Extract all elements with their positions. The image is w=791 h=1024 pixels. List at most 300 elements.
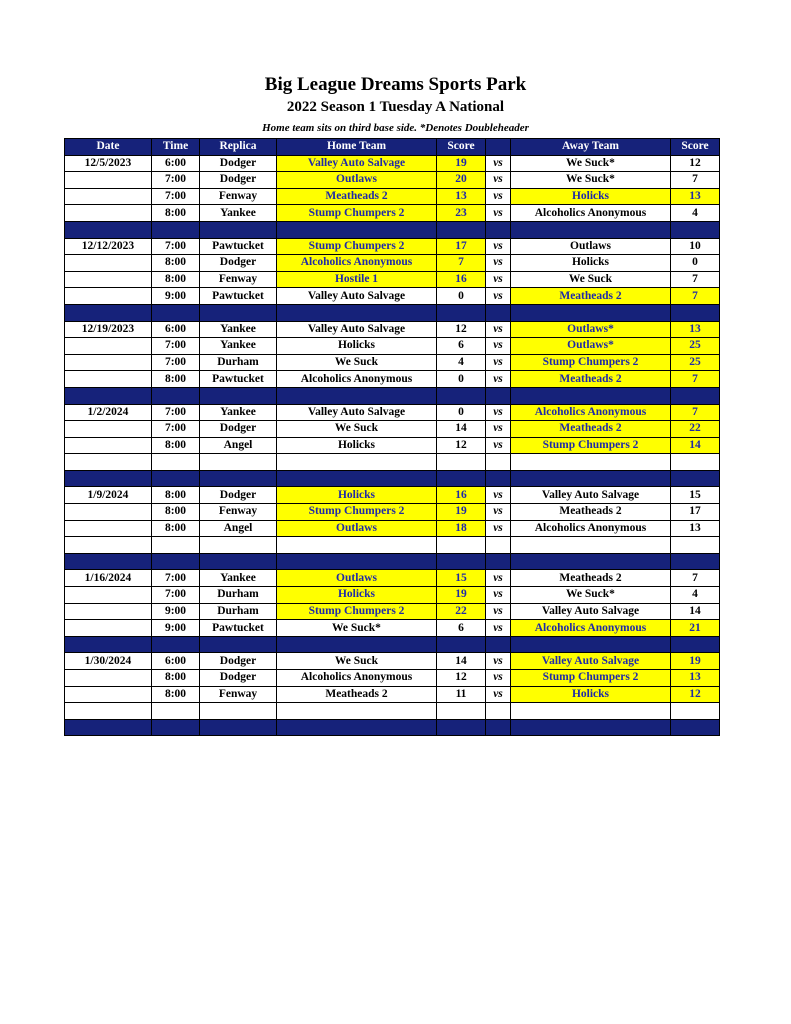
schedule-body	[65, 155, 720, 736]
away-team-cell: Outlaws*	[511, 338, 671, 355]
replica-cell: Fenway	[200, 188, 277, 205]
replica-cell: Dodger	[200, 255, 277, 272]
separator-cell	[511, 304, 671, 321]
vs-cell: vs	[486, 653, 511, 670]
time-cell: 8:00	[152, 205, 200, 222]
time-cell: 7:00	[152, 570, 200, 587]
replica-cell: Dodger	[200, 172, 277, 189]
away-team-cell: Alcoholics Anonymous	[511, 520, 671, 537]
separator-cell	[486, 719, 511, 736]
separator-cell	[277, 636, 437, 653]
away-score-cell: 4	[671, 205, 720, 222]
away-score-cell: 22	[671, 421, 720, 438]
home-team-cell: Stump Chumpers 2	[277, 205, 437, 222]
replica-cell: Yankee	[200, 404, 277, 421]
vs-cell: vs	[486, 271, 511, 288]
game-row	[65, 338, 720, 355]
page-title: Big League Dreams Sports Park	[264, 74, 527, 95]
separator-cell	[65, 221, 152, 238]
separator-cell	[65, 470, 152, 487]
replica-cell: Yankee	[200, 338, 277, 355]
home-team-cell: We Suck	[277, 421, 437, 438]
time-cell: 8:00	[152, 437, 200, 454]
away-team-cell: We Suck*	[511, 172, 671, 189]
separator-cell	[152, 387, 200, 404]
blank-cell	[200, 537, 277, 554]
date-cell	[65, 271, 152, 288]
home-score-cell: 12	[437, 437, 486, 454]
away-score-cell: 13	[671, 188, 720, 205]
game-row	[65, 188, 720, 205]
blank-cell	[511, 537, 671, 554]
time-cell: 9:00	[152, 603, 200, 620]
time-cell: 6:00	[152, 155, 200, 172]
replica-cell: Durham	[200, 587, 277, 604]
section-separator	[65, 304, 720, 321]
home-score-cell: 13	[437, 188, 486, 205]
section-separator	[65, 221, 720, 238]
game-row	[65, 155, 720, 172]
home-team-cell: Valley Auto Salvage	[277, 321, 437, 338]
col-header-date: Date	[65, 139, 152, 156]
separator-cell	[437, 719, 486, 736]
away-team-cell: Holicks	[511, 188, 671, 205]
date-cell	[65, 338, 152, 355]
replica-cell: Yankee	[200, 205, 277, 222]
separator-cell	[486, 221, 511, 238]
game-row	[65, 587, 720, 604]
replica-cell: Pawtucket	[200, 288, 277, 305]
separator-cell	[152, 553, 200, 570]
game-row	[65, 620, 720, 637]
home-score-cell: 4	[437, 354, 486, 371]
vs-cell: vs	[486, 371, 511, 388]
away-score-cell: 7	[671, 172, 720, 189]
home-score-cell: 6	[437, 338, 486, 355]
col-header-home-team: Home Team	[277, 139, 437, 156]
section-separator	[65, 553, 720, 570]
home-team-cell: Meatheads 2	[277, 188, 437, 205]
vs-cell: vs	[486, 686, 511, 703]
away-team-cell: Holicks	[511, 255, 671, 272]
replica-cell: Durham	[200, 603, 277, 620]
away-score-cell: 7	[671, 271, 720, 288]
home-team-cell: Outlaws	[277, 172, 437, 189]
blank-cell	[511, 454, 671, 471]
separator-cell	[152, 221, 200, 238]
home-team-cell: We Suck	[277, 354, 437, 371]
time-cell: 9:00	[152, 288, 200, 305]
schedule-table	[64, 138, 720, 736]
date-cell: 12/12/2023	[65, 238, 152, 255]
away-team-cell: Valley Auto Salvage	[511, 653, 671, 670]
time-cell: 7:00	[152, 238, 200, 255]
game-row	[65, 653, 720, 670]
vs-cell: vs	[486, 587, 511, 604]
date-cell: 1/16/2024	[65, 570, 152, 587]
date-cell	[65, 620, 152, 637]
blank-cell	[671, 537, 720, 554]
home-team-cell: Stump Chumpers 2	[277, 603, 437, 620]
away-team-cell: We Suck*	[511, 587, 671, 604]
blank-row	[65, 703, 720, 720]
separator-cell	[152, 304, 200, 321]
separator-cell	[277, 719, 437, 736]
away-score-cell: 25	[671, 338, 720, 355]
time-cell: 6:00	[152, 321, 200, 338]
game-row	[65, 288, 720, 305]
separator-cell	[511, 719, 671, 736]
separator-cell	[152, 636, 200, 653]
home-score-cell: 20	[437, 172, 486, 189]
home-score-cell: 14	[437, 653, 486, 670]
separator-cell	[486, 387, 511, 404]
blank-cell	[437, 454, 486, 471]
vs-cell: vs	[486, 238, 511, 255]
time-cell: 8:00	[152, 520, 200, 537]
game-row	[65, 255, 720, 272]
date-cell	[65, 437, 152, 454]
away-team-cell: Outlaws*	[511, 321, 671, 338]
away-score-cell: 7	[671, 288, 720, 305]
vs-cell: vs	[486, 437, 511, 454]
blank-cell	[65, 703, 152, 720]
home-team-cell: Alcoholics Anonymous	[277, 255, 437, 272]
separator-cell	[437, 221, 486, 238]
vs-cell: vs	[486, 504, 511, 521]
home-team-cell: Outlaws	[277, 520, 437, 537]
separator-cell	[511, 221, 671, 238]
date-cell: 12/5/2023	[65, 155, 152, 172]
away-score-cell: 19	[671, 653, 720, 670]
away-score-cell: 12	[671, 686, 720, 703]
away-team-cell: Stump Chumpers 2	[511, 437, 671, 454]
time-cell: 8:00	[152, 670, 200, 687]
date-cell: 12/19/2023	[65, 321, 152, 338]
separator-cell	[437, 470, 486, 487]
replica-cell: Fenway	[200, 504, 277, 521]
vs-cell: vs	[486, 172, 511, 189]
home-score-cell: 12	[437, 321, 486, 338]
home-score-cell: 18	[437, 520, 486, 537]
vs-cell: vs	[486, 603, 511, 620]
separator-cell	[486, 636, 511, 653]
away-team-cell: Alcoholics Anonymous	[511, 205, 671, 222]
section-separator	[65, 719, 720, 736]
replica-cell: Angel	[200, 437, 277, 454]
vs-cell: vs	[486, 288, 511, 305]
vs-cell: vs	[486, 255, 511, 272]
date-cell	[65, 354, 152, 371]
game-row	[65, 670, 720, 687]
home-score-cell: 17	[437, 238, 486, 255]
blank-cell	[200, 454, 277, 471]
home-score-cell: 19	[437, 155, 486, 172]
home-score-cell: 0	[437, 371, 486, 388]
date-cell	[65, 504, 152, 521]
away-score-cell: 14	[671, 603, 720, 620]
home-team-cell: Hostile 1	[277, 271, 437, 288]
date-cell: 1/9/2024	[65, 487, 152, 504]
separator-cell	[437, 553, 486, 570]
away-score-cell: 25	[671, 354, 720, 371]
time-cell: 8:00	[152, 504, 200, 521]
home-team-cell: Valley Auto Salvage	[277, 404, 437, 421]
date-cell	[65, 371, 152, 388]
game-row	[65, 421, 720, 438]
home-score-cell: 22	[437, 603, 486, 620]
section-separator	[65, 636, 720, 653]
page-subtitle: 2022 Season 1 Tuesday A National	[286, 99, 505, 115]
separator-cell	[486, 470, 511, 487]
separator-cell	[200, 719, 277, 736]
col-header-replica: Replica	[200, 139, 277, 156]
time-cell: 7:00	[152, 188, 200, 205]
home-score-cell: 19	[437, 504, 486, 521]
date-cell	[65, 520, 152, 537]
home-team-cell: Stump Chumpers 2	[277, 238, 437, 255]
vs-cell: vs	[486, 620, 511, 637]
separator-cell	[511, 470, 671, 487]
vs-cell: vs	[486, 421, 511, 438]
separator-cell	[437, 387, 486, 404]
separator-cell	[511, 387, 671, 404]
date-cell	[65, 288, 152, 305]
vs-cell: vs	[486, 487, 511, 504]
separator-cell	[200, 387, 277, 404]
separator-cell	[277, 553, 437, 570]
separator-cell	[200, 553, 277, 570]
home-team-cell: Holicks	[277, 587, 437, 604]
time-cell: 8:00	[152, 371, 200, 388]
home-team-cell: Outlaws	[277, 570, 437, 587]
section-separator	[65, 470, 720, 487]
vs-cell: vs	[486, 321, 511, 338]
game-row	[65, 404, 720, 421]
separator-cell	[437, 304, 486, 321]
home-score-cell: 14	[437, 421, 486, 438]
replica-cell: Fenway	[200, 271, 277, 288]
away-team-cell: Holicks	[511, 686, 671, 703]
date-cell: 1/30/2024	[65, 653, 152, 670]
home-team-cell: We Suck*	[277, 620, 437, 637]
away-score-cell: 21	[671, 620, 720, 637]
col-header-away-team: Away Team	[511, 139, 671, 156]
separator-cell	[65, 553, 152, 570]
replica-cell: Dodger	[200, 670, 277, 687]
home-score-cell: 19	[437, 587, 486, 604]
date-cell	[65, 670, 152, 687]
away-score-cell: 7	[671, 371, 720, 388]
separator-cell	[65, 636, 152, 653]
time-cell: 8:00	[152, 255, 200, 272]
date-cell	[65, 172, 152, 189]
blank-cell	[486, 703, 511, 720]
separator-cell	[511, 636, 671, 653]
game-row	[65, 205, 720, 222]
separator-cell	[277, 221, 437, 238]
time-cell: 7:00	[152, 338, 200, 355]
section-separator	[65, 387, 720, 404]
separator-cell	[671, 719, 720, 736]
home-team-cell: Holicks	[277, 437, 437, 454]
game-row	[65, 520, 720, 537]
vs-cell: vs	[486, 354, 511, 371]
away-team-cell: Stump Chumpers 2	[511, 354, 671, 371]
time-cell: 7:00	[152, 404, 200, 421]
separator-cell	[65, 304, 152, 321]
page-note: Home team sits on third base side. *Denotes Doubleheader	[262, 122, 529, 134]
game-row	[65, 504, 720, 521]
replica-cell: Fenway	[200, 686, 277, 703]
replica-cell: Dodger	[200, 653, 277, 670]
date-cell	[65, 255, 152, 272]
separator-cell	[65, 719, 152, 736]
away-score-cell: 0	[671, 255, 720, 272]
date-cell	[65, 188, 152, 205]
blank-cell	[671, 454, 720, 471]
home-team-cell: Holicks	[277, 487, 437, 504]
blank-cell	[437, 537, 486, 554]
away-team-cell: Meatheads 2	[511, 421, 671, 438]
separator-cell	[200, 221, 277, 238]
separator-cell	[486, 553, 511, 570]
date-cell	[65, 421, 152, 438]
game-row	[65, 172, 720, 189]
blank-row	[65, 537, 720, 554]
away-team-cell: Meatheads 2	[511, 504, 671, 521]
date-cell	[65, 603, 152, 620]
vs-cell: vs	[486, 670, 511, 687]
blank-cell	[486, 537, 511, 554]
separator-cell	[671, 387, 720, 404]
vs-cell: vs	[486, 520, 511, 537]
home-team-cell: Holicks	[277, 338, 437, 355]
time-cell: 8:00	[152, 686, 200, 703]
replica-cell: Dodger	[200, 421, 277, 438]
separator-cell	[277, 470, 437, 487]
vs-cell: vs	[486, 570, 511, 587]
blank-cell	[152, 703, 200, 720]
home-team-cell: Meatheads 2	[277, 686, 437, 703]
away-score-cell: 10	[671, 238, 720, 255]
blank-cell	[152, 537, 200, 554]
away-team-cell: Stump Chumpers 2	[511, 670, 671, 687]
blank-cell	[152, 454, 200, 471]
game-row	[65, 487, 720, 504]
separator-cell	[486, 304, 511, 321]
separator-cell	[200, 636, 277, 653]
date-cell	[65, 686, 152, 703]
game-row	[65, 437, 720, 454]
game-row	[65, 371, 720, 388]
date-cell	[65, 205, 152, 222]
home-team-cell: Valley Auto Salvage	[277, 155, 437, 172]
game-row	[65, 354, 720, 371]
replica-cell: Pawtucket	[200, 238, 277, 255]
blank-cell	[671, 703, 720, 720]
home-score-cell: 0	[437, 404, 486, 421]
away-score-cell: 7	[671, 404, 720, 421]
away-score-cell: 15	[671, 487, 720, 504]
col-header-time: Time	[152, 139, 200, 156]
separator-cell	[65, 387, 152, 404]
separator-cell	[671, 304, 720, 321]
blank-cell	[65, 537, 152, 554]
away-score-cell: 17	[671, 504, 720, 521]
home-team-cell: We Suck	[277, 653, 437, 670]
game-row	[65, 271, 720, 288]
away-score-cell: 13	[671, 321, 720, 338]
replica-cell: Pawtucket	[200, 620, 277, 637]
home-team-cell: Alcoholics Anonymous	[277, 670, 437, 687]
home-team-cell: Stump Chumpers 2	[277, 504, 437, 521]
replica-cell: Yankee	[200, 570, 277, 587]
blank-cell	[511, 703, 671, 720]
blank-cell	[277, 703, 437, 720]
vs-cell: vs	[486, 205, 511, 222]
away-team-cell: Meatheads 2	[511, 371, 671, 388]
away-team-cell: We Suck	[511, 271, 671, 288]
blank-cell	[486, 454, 511, 471]
game-row	[65, 686, 720, 703]
separator-cell	[511, 553, 671, 570]
date-cell	[65, 587, 152, 604]
separator-cell	[200, 470, 277, 487]
time-cell: 8:00	[152, 271, 200, 288]
game-row	[65, 238, 720, 255]
away-score-cell: 13	[671, 520, 720, 537]
home-team-cell: Alcoholics Anonymous	[277, 371, 437, 388]
game-row	[65, 603, 720, 620]
time-cell: 7:00	[152, 354, 200, 371]
separator-cell	[671, 553, 720, 570]
home-score-cell: 7	[437, 255, 486, 272]
away-score-cell: 12	[671, 155, 720, 172]
blank-cell	[277, 537, 437, 554]
separator-cell	[152, 719, 200, 736]
away-team-cell: Alcoholics Anonymous	[511, 404, 671, 421]
vs-cell: vs	[486, 155, 511, 172]
separator-cell	[437, 636, 486, 653]
game-row	[65, 570, 720, 587]
col-header-home-score: Score	[437, 139, 486, 156]
away-score-cell: 4	[671, 587, 720, 604]
away-team-cell: Alcoholics Anonymous	[511, 620, 671, 637]
replica-cell: Pawtucket	[200, 371, 277, 388]
separator-cell	[277, 304, 437, 321]
replica-cell: Dodger	[200, 155, 277, 172]
home-score-cell: 12	[437, 670, 486, 687]
home-score-cell: 23	[437, 205, 486, 222]
away-team-cell: Meatheads 2	[511, 570, 671, 587]
vs-cell: vs	[486, 188, 511, 205]
replica-cell: Angel	[200, 520, 277, 537]
away-team-cell: We Suck*	[511, 155, 671, 172]
separator-cell	[200, 304, 277, 321]
time-cell: 7:00	[152, 421, 200, 438]
replica-cell: Durham	[200, 354, 277, 371]
separator-cell	[671, 636, 720, 653]
home-score-cell: 11	[437, 686, 486, 703]
home-score-cell: 15	[437, 570, 486, 587]
blank-cell	[437, 703, 486, 720]
home-score-cell: 0	[437, 288, 486, 305]
separator-cell	[671, 221, 720, 238]
blank-cell	[200, 703, 277, 720]
time-cell: 6:00	[152, 653, 200, 670]
time-cell: 7:00	[152, 587, 200, 604]
